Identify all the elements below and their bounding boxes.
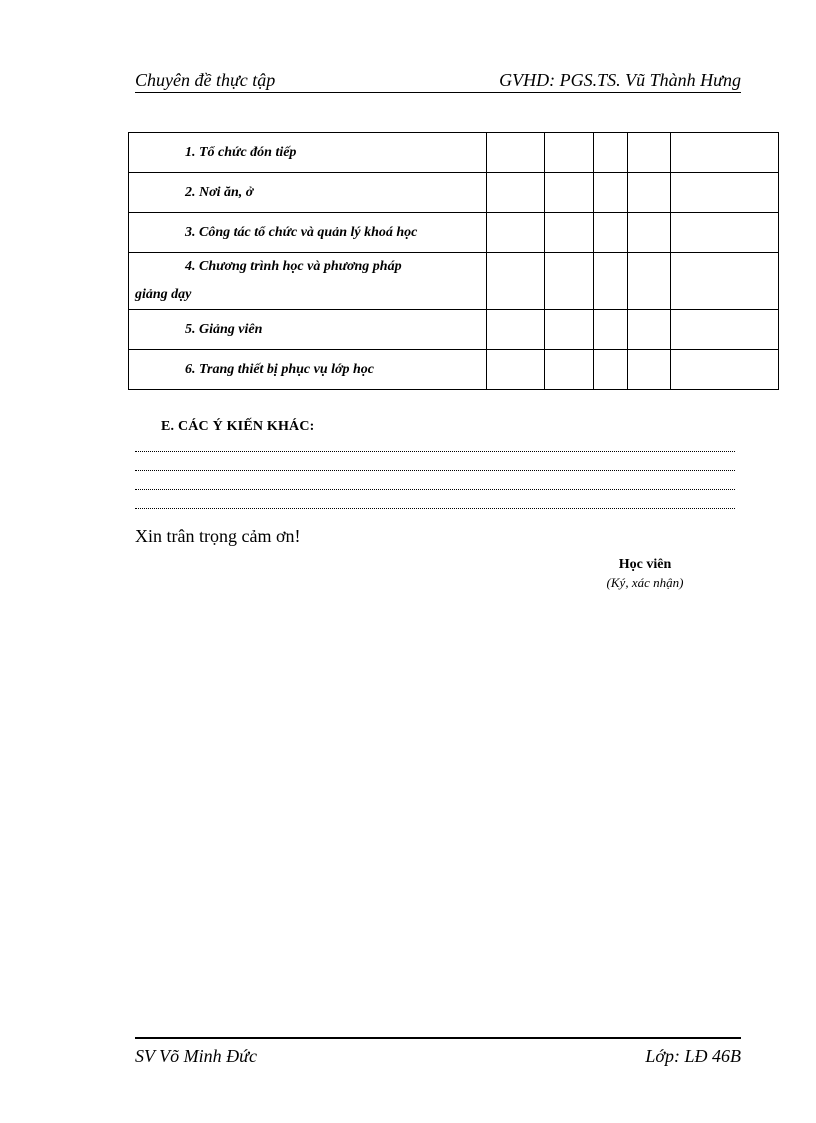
rating-cell[interactable]	[628, 133, 671, 173]
rating-cell[interactable]	[487, 253, 545, 310]
table-row	[129, 310, 779, 350]
rating-cell[interactable]	[628, 310, 671, 350]
comment-line[interactable]	[135, 470, 735, 471]
table-row	[129, 133, 779, 173]
criterion-label	[129, 253, 487, 310]
comment-line[interactable]	[135, 489, 735, 490]
rating-cell[interactable]	[671, 253, 779, 310]
rating-cell[interactable]	[671, 310, 779, 350]
rating-cell[interactable]	[671, 173, 779, 213]
rating-cell[interactable]	[671, 350, 779, 390]
criterion-label: 6. Trang thiết bị phục vụ lớp học	[129, 350, 487, 390]
comment-line[interactable]	[135, 508, 735, 509]
table-row	[129, 253, 779, 310]
footer-class: Lớp: LĐ 46B	[645, 1046, 741, 1066]
rating-cell[interactable]	[545, 213, 594, 253]
criterion-label: 1. Tổ chức đón tiếp	[129, 133, 487, 173]
table-row	[129, 350, 779, 390]
header-document-title: Chuyên đề thực tập	[135, 70, 276, 90]
criterion-label: 3. Công tác tổ chức và quản lý khoá học	[129, 213, 487, 253]
signature-block	[560, 557, 730, 591]
rating-cell[interactable]	[487, 133, 545, 173]
rating-cell[interactable]	[545, 350, 594, 390]
rating-cell[interactable]	[545, 253, 594, 310]
evaluation-table	[128, 132, 779, 390]
rating-cell[interactable]	[594, 213, 628, 253]
rating-cell[interactable]	[545, 173, 594, 213]
criterion-label-line1: 4. Chương trình học và phương pháp	[185, 259, 402, 274]
footer-student: SV Võ Minh Đức	[135, 1046, 257, 1066]
page-header	[135, 68, 741, 93]
rating-cell[interactable]	[487, 350, 545, 390]
closing-thanks: Xin trân trọng cảm ơn!	[135, 526, 301, 546]
rating-cell[interactable]	[487, 173, 545, 213]
criterion-label: 2. Nơi ăn, ở	[129, 173, 487, 213]
rating-cell[interactable]	[545, 133, 594, 173]
rating-cell[interactable]	[487, 213, 545, 253]
section-title-other-comments: E. CÁC Ý KIẾN KHÁC:	[161, 419, 315, 434]
table-row	[129, 173, 779, 213]
rating-cell[interactable]	[671, 133, 779, 173]
rating-cell[interactable]	[594, 310, 628, 350]
page-footer	[135, 1037, 741, 1069]
table-row	[129, 213, 779, 253]
rating-cell[interactable]	[628, 213, 671, 253]
rating-cell[interactable]	[487, 310, 545, 350]
signer-note: (Ký, xác nhận)	[606, 575, 684, 590]
rating-cell[interactable]	[594, 350, 628, 390]
criterion-label: 5. Giảng viên	[129, 310, 487, 350]
rating-cell[interactable]	[628, 350, 671, 390]
header-advisor: GVHD: PGS.TS. Vũ Thành Hưng	[499, 70, 741, 90]
rating-cell[interactable]	[628, 173, 671, 213]
rating-cell[interactable]	[594, 173, 628, 213]
rating-cell[interactable]	[671, 213, 779, 253]
rating-cell[interactable]	[594, 133, 628, 173]
comment-line[interactable]	[135, 451, 735, 452]
criterion-label-line2: giảng dạy	[135, 287, 192, 302]
rating-cell[interactable]	[628, 253, 671, 310]
rating-cell[interactable]	[594, 253, 628, 310]
signer-title: Học viên	[618, 557, 672, 572]
rating-cell[interactable]	[545, 310, 594, 350]
